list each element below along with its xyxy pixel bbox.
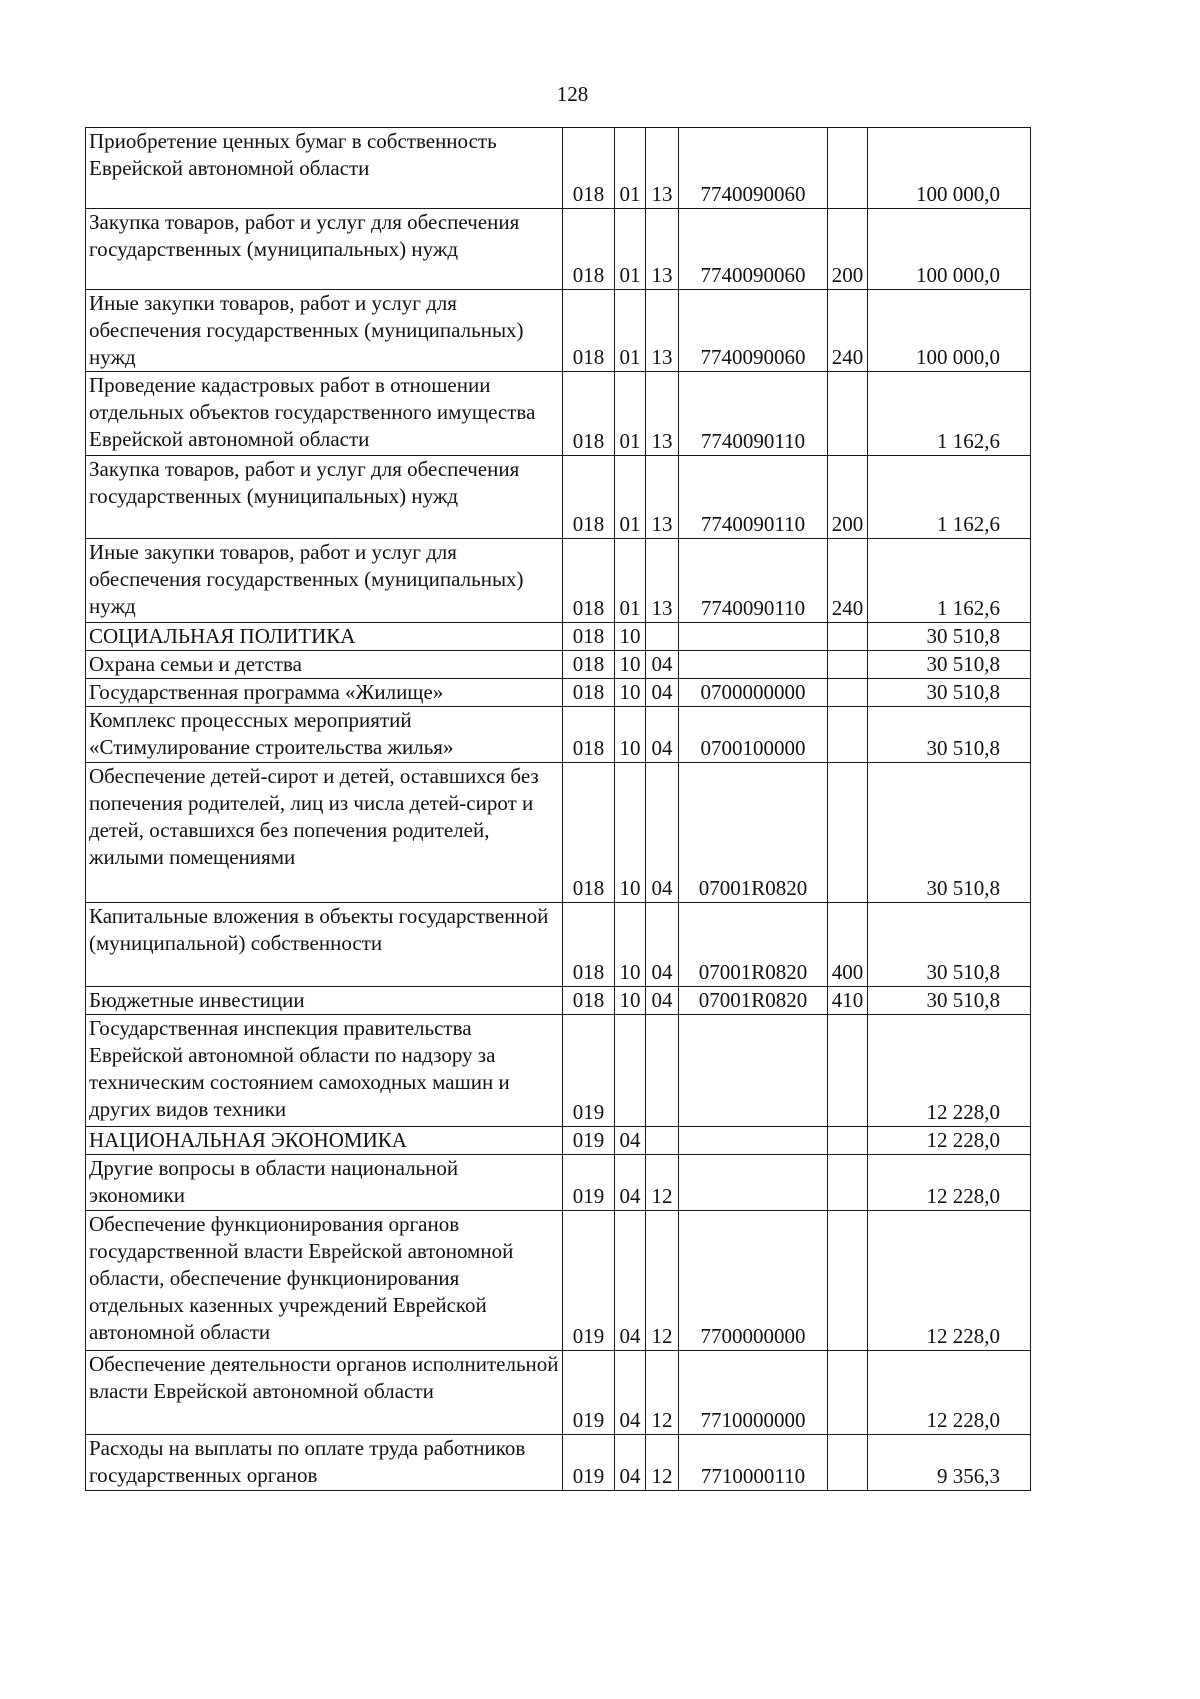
row-rz: 01 <box>615 209 646 290</box>
row-pr: 13 <box>646 209 679 290</box>
table-row <box>86 209 1031 290</box>
row-ved: 018 <box>563 290 615 372</box>
row-name: СОЦИАЛЬНАЯ ПОЛИТИКА <box>86 623 563 651</box>
row-csr: 7740090110 <box>679 372 828 456</box>
row-pr: 13 <box>646 539 679 623</box>
row-vr <box>828 1155 868 1211</box>
row-rz: 04 <box>615 1155 646 1211</box>
row-sum: 30 510,8 <box>868 707 1031 763</box>
row-ved: 018 <box>563 539 615 623</box>
row-rz: 01 <box>615 539 646 623</box>
row-name: Другие вопросы в области национальной экономики <box>86 1155 563 1211</box>
row-ved: 018 <box>563 128 615 209</box>
row-ved: 018 <box>563 623 615 651</box>
row-pr: 12 <box>646 1351 679 1435</box>
row-vr: 200 <box>828 456 868 539</box>
row-name: Закупка товаров, работ и услуг для обеспечения государственных (муниципальных) нужд <box>86 456 563 539</box>
row-rz: 04 <box>615 1435 646 1491</box>
row-sum: 9 356,3 <box>868 1435 1031 1491</box>
row-vr <box>828 1351 868 1435</box>
row-vr: 240 <box>828 539 868 623</box>
row-ved: 018 <box>563 707 615 763</box>
row-sum: 1 162,6 <box>868 372 1031 456</box>
row-rz: 01 <box>615 128 646 209</box>
row-name: Государственная программа «Жилище» <box>86 679 563 707</box>
row-vr <box>828 651 868 679</box>
table-row <box>86 128 1031 209</box>
row-ved: 019 <box>563 1127 615 1155</box>
row-csr: 7710000110 <box>679 1435 828 1491</box>
row-ved: 018 <box>563 987 615 1015</box>
row-csr: 7740090110 <box>679 456 828 539</box>
row-ved: 018 <box>563 209 615 290</box>
row-pr: 04 <box>646 903 679 987</box>
row-name: Проведение кадастровых работ в отношении отдельных объектов государственного имущества Еврейской автономной области <box>86 372 563 456</box>
table-row <box>86 1155 1031 1211</box>
row-ved: 018 <box>563 651 615 679</box>
row-name: Государственная инспекция правительства Еврейской автономной области по надзору за техническим состоянием самоходных машин и других видов техники <box>86 1015 563 1127</box>
row-csr: 7740090060 <box>679 209 828 290</box>
row-rz: 01 <box>615 290 646 372</box>
row-sum: 30 510,8 <box>868 903 1031 987</box>
row-ved: 019 <box>563 1435 615 1491</box>
table-row <box>86 987 1031 1015</box>
row-sum: 30 510,8 <box>868 763 1031 903</box>
row-sum: 100 000,0 <box>868 128 1031 209</box>
row-rz: 01 <box>615 372 646 456</box>
row-rz: 10 <box>615 987 646 1015</box>
row-csr: 7740090060 <box>679 128 828 209</box>
row-pr: 04 <box>646 987 679 1015</box>
row-vr <box>828 128 868 209</box>
row-sum: 12 228,0 <box>868 1127 1031 1155</box>
row-vr: 240 <box>828 290 868 372</box>
row-sum: 30 510,8 <box>868 651 1031 679</box>
row-name: Расходы на выплаты по оплате труда работников государственных органов <box>86 1435 563 1491</box>
row-sum: 12 228,0 <box>868 1015 1031 1127</box>
row-rz: 10 <box>615 707 646 763</box>
row-pr <box>646 623 679 651</box>
table-row <box>86 651 1031 679</box>
row-csr: 7710000000 <box>679 1351 828 1435</box>
row-rz: 10 <box>615 651 646 679</box>
row-csr <box>679 651 828 679</box>
row-csr <box>679 623 828 651</box>
row-rz: 04 <box>615 1127 646 1155</box>
row-sum: 30 510,8 <box>868 987 1031 1015</box>
table-row <box>86 372 1031 456</box>
row-rz: 10 <box>615 763 646 903</box>
row-pr: 12 <box>646 1211 679 1351</box>
row-sum: 30 510,8 <box>868 679 1031 707</box>
row-name: Комплекс процессных мероприятий «Стимулирование строительства жилья» <box>86 707 563 763</box>
table-row <box>86 1211 1031 1351</box>
row-pr: 04 <box>646 651 679 679</box>
row-name: Бюджетные инвестиции <box>86 987 563 1015</box>
row-pr: 04 <box>646 707 679 763</box>
table-row <box>86 1435 1031 1491</box>
row-vr <box>828 623 868 651</box>
table-row <box>86 290 1031 372</box>
row-vr <box>828 1015 868 1127</box>
row-vr <box>828 1127 868 1155</box>
row-csr: 7740090060 <box>679 290 828 372</box>
row-csr: 7740090110 <box>679 539 828 623</box>
row-pr: 13 <box>646 290 679 372</box>
table-row <box>86 1351 1031 1435</box>
row-ved: 018 <box>563 763 615 903</box>
row-csr: 07001R0820 <box>679 763 828 903</box>
row-ved: 019 <box>563 1155 615 1211</box>
row-ved: 019 <box>563 1351 615 1435</box>
row-vr: 200 <box>828 209 868 290</box>
row-pr: 13 <box>646 372 679 456</box>
table-row <box>86 1015 1031 1127</box>
row-name: Приобретение ценных бумаг в собственность Еврейской автономной области <box>86 128 563 209</box>
row-ved: 019 <box>563 1015 615 1127</box>
row-vr <box>828 679 868 707</box>
row-rz <box>615 1015 646 1127</box>
table-row <box>86 1127 1031 1155</box>
row-csr <box>679 1127 828 1155</box>
row-rz: 10 <box>615 903 646 987</box>
row-csr: 07001R0820 <box>679 903 828 987</box>
row-csr: 07001R0820 <box>679 987 828 1015</box>
row-sum: 12 228,0 <box>868 1351 1031 1435</box>
budget-table <box>85 127 1031 1491</box>
row-csr: 0700000000 <box>679 679 828 707</box>
row-vr <box>828 372 868 456</box>
row-ved: 018 <box>563 456 615 539</box>
row-pr: 13 <box>646 128 679 209</box>
row-rz: 01 <box>615 456 646 539</box>
row-rz: 04 <box>615 1211 646 1351</box>
row-rz: 10 <box>615 679 646 707</box>
row-sum: 100 000,0 <box>868 290 1031 372</box>
row-name: Обеспечение деятельности органов исполнительной власти Еврейской автономной области <box>86 1351 563 1435</box>
table-row <box>86 707 1031 763</box>
row-name: НАЦИОНАЛЬНАЯ ЭКОНОМИКА <box>86 1127 563 1155</box>
row-sum: 30 510,8 <box>868 623 1031 651</box>
row-csr: 7700000000 <box>679 1211 828 1351</box>
page-number: 128 <box>556 82 589 106</box>
row-sum: 1 162,6 <box>868 456 1031 539</box>
row-name: Иные закупки товаров, работ и услуг для обеспечения государственных (муниципальных) нужд <box>86 290 563 372</box>
row-vr <box>828 707 868 763</box>
row-sum: 12 228,0 <box>868 1155 1031 1211</box>
row-name: Закупка товаров, работ и услуг для обеспечения государственных (муниципальных) нужд <box>86 209 563 290</box>
table-row <box>86 623 1031 651</box>
row-pr: 12 <box>646 1435 679 1491</box>
row-pr: 04 <box>646 679 679 707</box>
row-pr <box>646 1127 679 1155</box>
row-rz: 04 <box>615 1351 646 1435</box>
table-row <box>86 456 1031 539</box>
table-row <box>86 679 1031 707</box>
row-vr: 400 <box>828 903 868 987</box>
row-csr <box>679 1155 828 1211</box>
row-vr: 410 <box>828 987 868 1015</box>
row-sum: 12 228,0 <box>868 1211 1031 1351</box>
budget-table-body <box>86 128 1031 1491</box>
row-vr <box>828 763 868 903</box>
row-pr <box>646 1015 679 1127</box>
row-rz: 10 <box>615 623 646 651</box>
row-vr <box>828 1435 868 1491</box>
row-name: Охрана семьи и детства <box>86 651 563 679</box>
row-pr: 04 <box>646 763 679 903</box>
row-sum: 100 000,0 <box>868 209 1031 290</box>
row-ved: 018 <box>563 372 615 456</box>
table-row <box>86 539 1031 623</box>
row-vr <box>828 1211 868 1351</box>
row-sum: 1 162,6 <box>868 539 1031 623</box>
table-row <box>86 903 1031 987</box>
row-ved: 018 <box>563 903 615 987</box>
row-ved: 019 <box>563 1211 615 1351</box>
row-pr: 12 <box>646 1155 679 1211</box>
row-name: Иные закупки товаров, работ и услуг для обеспечения государственных (муниципальных) нужд <box>86 539 563 623</box>
row-pr: 13 <box>646 456 679 539</box>
row-csr <box>679 1015 828 1127</box>
row-name: Обеспечение детей-сирот и детей, оставшихся без попечения родителей, лиц из числа детей-сирот и детей, оставшихся без попечения родителей, жилыми помещениями <box>86 763 563 903</box>
row-name: Капитальные вложения в объекты государственной (муниципальной) собственности <box>86 903 563 987</box>
row-name: Обеспечение функционирования органов государственной власти Еврейской автономной области, обеспечение функционирования отдельных казенных учреждений Еврейской автономной области <box>86 1211 563 1351</box>
table-row <box>86 763 1031 903</box>
row-ved: 018 <box>563 679 615 707</box>
row-csr: 0700100000 <box>679 707 828 763</box>
